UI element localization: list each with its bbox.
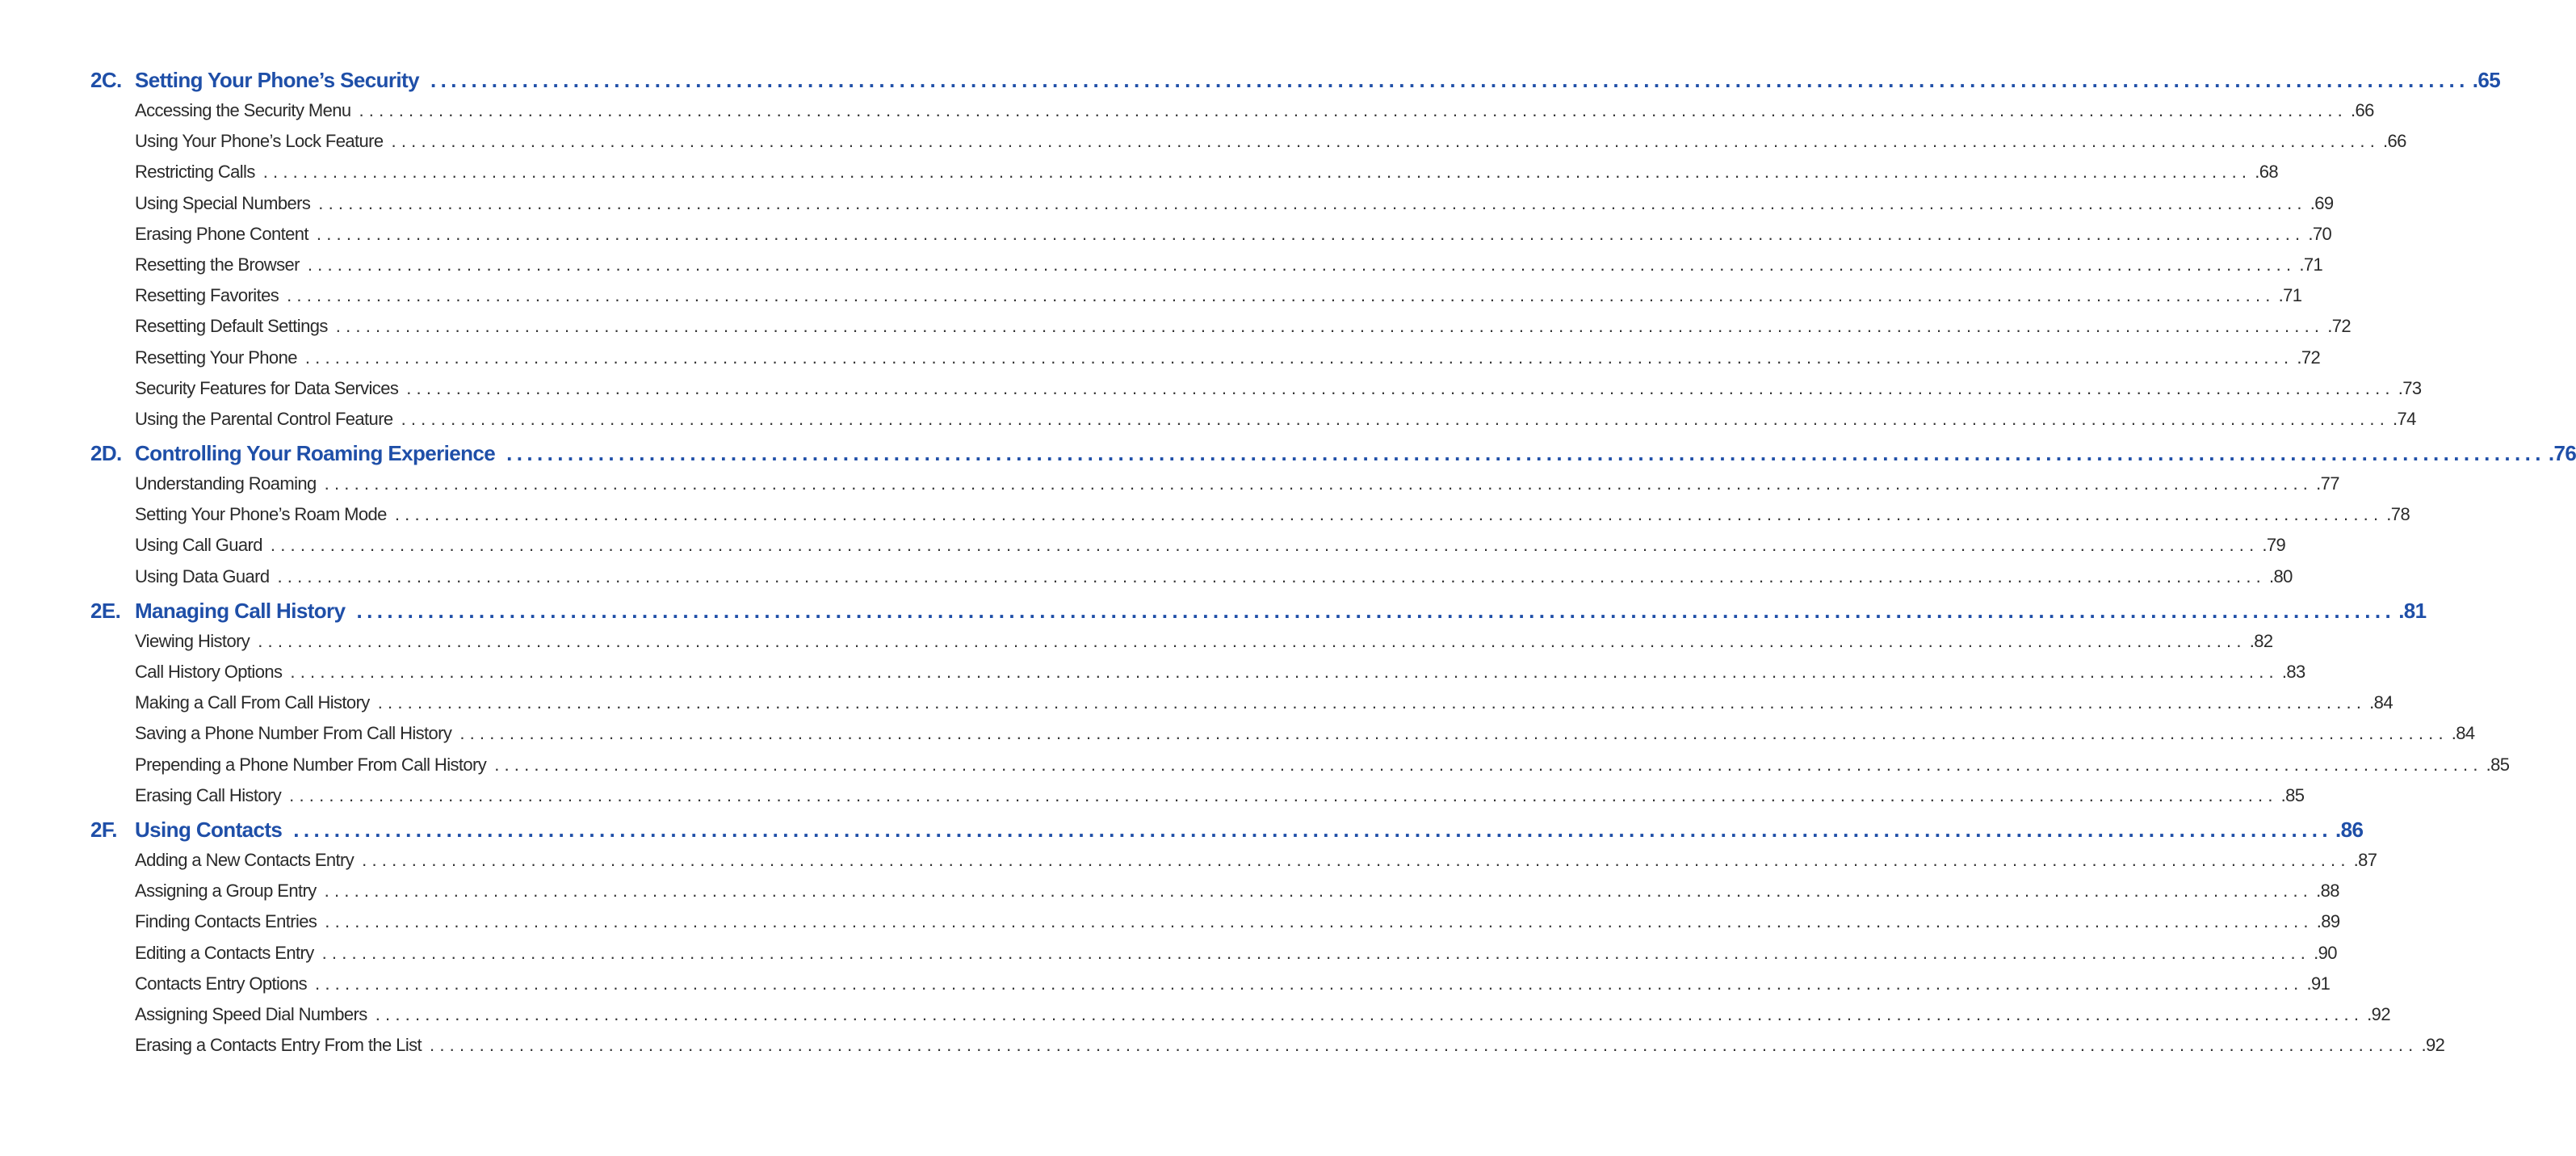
entry-title: Erasing Call History <box>135 784 282 805</box>
dot-leader: ........................................................................................................................................................................................................ <box>391 131 2381 152</box>
entry-title: Resetting Favorites <box>135 285 279 306</box>
toc-section-heading[interactable] <box>90 598 2427 631</box>
toc-entry[interactable] <box>90 254 2323 285</box>
toc-entry[interactable] <box>90 692 2393 723</box>
entry-page-number: .71 <box>2299 254 2323 275</box>
entry-page-number: .69 <box>2310 192 2334 213</box>
entry-page-number: .92 <box>2367 1003 2390 1024</box>
toc-entry[interactable] <box>90 630 2273 662</box>
entry-title: Using the Parental Control Feature <box>135 408 393 429</box>
entry-title: Accessing the Security Menu <box>135 100 351 120</box>
dot-leader: ........................................................................................................................................................................................................ <box>494 754 2483 775</box>
dot-leader: ........................................................................................................................................................................................................ <box>258 630 2247 651</box>
entry-title: Editing a Contacts Entry <box>135 942 314 963</box>
entry-page-number: .91 <box>2306 973 2331 994</box>
toc-entry[interactable] <box>90 285 2302 316</box>
dot-leader: ........................................................................................................................................................................................................ <box>356 598 2396 623</box>
section-title: Controlling Your Roaming Experience <box>135 441 496 466</box>
entry-title: Using Call Guard <box>135 535 262 556</box>
toc-entry[interactable] <box>90 723 2475 754</box>
dot-leader: ........................................................................................................................................................................................................ <box>270 535 2259 556</box>
entry-title: Contacts Entry Options <box>135 973 308 994</box>
dot-leader: ........................................................................................................................................................................................................ <box>335 316 2325 337</box>
entry-title: Finding Contacts Entries <box>135 911 317 932</box>
section-number: 2C. <box>90 68 122 92</box>
toc-entry[interactable] <box>90 131 2406 162</box>
entry-page-number: .80 <box>2268 565 2293 586</box>
toc-entry[interactable] <box>90 754 2510 785</box>
dot-leader: ........................................................................................................................................................................................................ <box>262 162 2252 183</box>
dot-leader: ........................................................................................................................................................................................................ <box>290 662 2279 682</box>
entry-title: Setting Your Phone’s Roam Mode <box>135 504 387 525</box>
entry-title: Call History Options <box>135 662 283 682</box>
dot-leader: ........................................................................................................................................................................................................ <box>324 881 2314 902</box>
toc-entry[interactable] <box>90 347 2321 378</box>
toc-entry[interactable] <box>90 942 2337 973</box>
toc-entry[interactable] <box>90 535 2286 565</box>
dot-leader: ........................................................................................................................................................................................................ <box>406 377 2395 398</box>
dot-leader: ........................................................................................................................................................................................................ <box>394 504 2384 525</box>
entry-title: Using Your Phone’s Lock Feature <box>135 131 384 152</box>
toc-entry[interactable] <box>90 504 2410 535</box>
dot-leader: ........................................................................................................................................................................................................ <box>287 285 2276 306</box>
toc-entry[interactable] <box>90 881 2339 911</box>
dot-leader: ........................................................................................................................................................................................................ <box>375 1003 2364 1024</box>
entry-title: Assigning Speed Dial Numbers <box>135 1003 367 1024</box>
toc-entry[interactable] <box>90 316 2352 347</box>
entry-page-number: .84 <box>2451 723 2475 744</box>
dot-leader: ........................................................................................................................................................................................................ <box>325 911 2314 932</box>
entry-title: Using Special Numbers <box>135 192 311 213</box>
entry-title: Using Data Guard <box>135 565 270 586</box>
entry-page-number: .85 <box>2280 784 2305 805</box>
entry-page-number: .66 <box>2383 131 2406 152</box>
dot-leader: ........................................................................................................................................................................................................ <box>307 254 2297 275</box>
dot-leader: ........................................................................................................................................................................................................ <box>321 942 2311 963</box>
toc-entry[interactable] <box>90 1035 2445 1066</box>
entry-page-number: .92 <box>2421 1035 2445 1056</box>
toc-entry[interactable] <box>90 162 2278 192</box>
section-number: 2E. <box>90 598 121 623</box>
dot-leader: ........................................................................................................................................................................................................ <box>430 1035 2419 1056</box>
entry-title: Saving a Phone Number From Call History <box>135 723 452 744</box>
entry-page-number: .78 <box>2386 504 2410 525</box>
dot-leader: ........................................................................................................................................................................................................ <box>362 849 2351 870</box>
dot-leader: ........................................................................................................................................................................................................ <box>293 817 2333 842</box>
section-number: 2D. <box>90 441 122 466</box>
toc-entry[interactable] <box>90 565 2293 597</box>
dot-leader: ........................................................................................................................................................................................................ <box>277 565 2266 586</box>
entry-page-number: .85 <box>2486 754 2510 775</box>
entry-title: Viewing History <box>135 630 250 651</box>
section-title: Using Contacts <box>135 817 283 842</box>
toc-entry[interactable] <box>90 100 2374 131</box>
toc-entry[interactable] <box>90 377 2422 409</box>
entry-title: Making a Call From Call History <box>135 692 370 713</box>
toc-entry[interactable] <box>90 849 2377 881</box>
dot-leader: ........................................................................................................................................................................................................ <box>289 784 2278 805</box>
dot-leader: ........................................................................................................................................................................................................ <box>506 441 2545 466</box>
section-page-number: .81 <box>2398 598 2427 623</box>
dot-leader: ........................................................................................................................................................................................................ <box>318 192 2307 213</box>
dot-leader: ........................................................................................................................................................................................................ <box>315 973 2304 994</box>
entry-page-number: .73 <box>2398 377 2422 398</box>
entry-page-number: .79 <box>2262 535 2286 556</box>
dot-leader: ........................................................................................................................................................................................................ <box>316 223 2305 244</box>
dot-leader: ........................................................................................................................................................................................................ <box>459 723 2448 744</box>
entry-title: Assigning a Group Entry <box>135 881 317 902</box>
entry-title: Erasing a Contacts Entry From the List <box>135 1035 422 1056</box>
entry-page-number: .88 <box>2316 881 2339 902</box>
table-of-contents <box>90 66 2576 1066</box>
entry-title: Understanding Roaming <box>135 473 317 494</box>
entry-title: Security Features for Data Services <box>135 377 399 398</box>
entry-page-number: .68 <box>2255 162 2278 183</box>
toc-section-heading[interactable] <box>90 817 2364 850</box>
entry-page-number: .82 <box>2249 630 2273 651</box>
entry-page-number: .77 <box>2316 473 2339 494</box>
toc-entry[interactable] <box>90 223 2332 254</box>
toc-entry[interactable] <box>90 784 2305 816</box>
section-title: Managing Call History <box>135 598 346 623</box>
toc-entry[interactable] <box>90 473 2339 504</box>
toc-entry[interactable] <box>90 662 2305 692</box>
section-page-number: .86 <box>2335 817 2364 842</box>
entry-page-number: .74 <box>2393 408 2416 429</box>
dot-leader: ........................................................................................................................................................................................................ <box>401 408 2390 429</box>
toc-entry[interactable] <box>90 408 2416 439</box>
entry-title: Restricting Calls <box>135 162 255 183</box>
toc-entry[interactable] <box>90 1003 2390 1035</box>
toc-section-heading[interactable] <box>90 68 2501 100</box>
section-page-number: .76 <box>2548 441 2576 466</box>
entry-title: Prepending a Phone Number From Call History <box>135 754 487 775</box>
dot-leader: ........................................................................................................................................................................................................ <box>377 692 2367 713</box>
entry-title: Resetting the Browser <box>135 254 300 275</box>
entry-title: Resetting Default Settings <box>135 316 328 337</box>
entry-title: Adding a New Contacts Entry <box>135 849 355 870</box>
dot-leader: ........................................................................................................................................................................................................ <box>324 473 2314 494</box>
toc-entry[interactable] <box>90 192 2334 224</box>
entry-page-number: .90 <box>2314 942 2337 963</box>
section-title: Setting Your Phone’s Security <box>135 68 419 92</box>
entry-page-number: .72 <box>2327 316 2352 337</box>
entry-title: Erasing Phone Content <box>135 223 308 244</box>
entry-page-number: .84 <box>2369 692 2393 713</box>
entry-title: Resetting Your Phone <box>135 347 297 368</box>
entry-page-number: .72 <box>2297 347 2321 368</box>
section-page-number: .65 <box>2472 68 2501 92</box>
entry-page-number: .66 <box>2350 100 2374 120</box>
entry-page-number: .70 <box>2308 223 2332 244</box>
dot-leader: ........................................................................................................................................................................................................ <box>304 347 2294 368</box>
entry-page-number: .71 <box>2278 285 2302 306</box>
toc-section-heading[interactable] <box>90 441 2576 473</box>
entry-page-number: .87 <box>2353 849 2377 870</box>
entry-page-number: .83 <box>2281 662 2305 682</box>
section-number: 2F. <box>90 817 117 842</box>
dot-leader: ........................................................................................................................................................................................................ <box>359 100 2347 120</box>
toc-entry[interactable] <box>90 973 2331 1004</box>
dot-leader: ........................................................................................................................................................................................................ <box>430 68 2469 92</box>
entry-page-number: .89 <box>2316 911 2340 932</box>
toc-entry[interactable] <box>90 911 2340 942</box>
